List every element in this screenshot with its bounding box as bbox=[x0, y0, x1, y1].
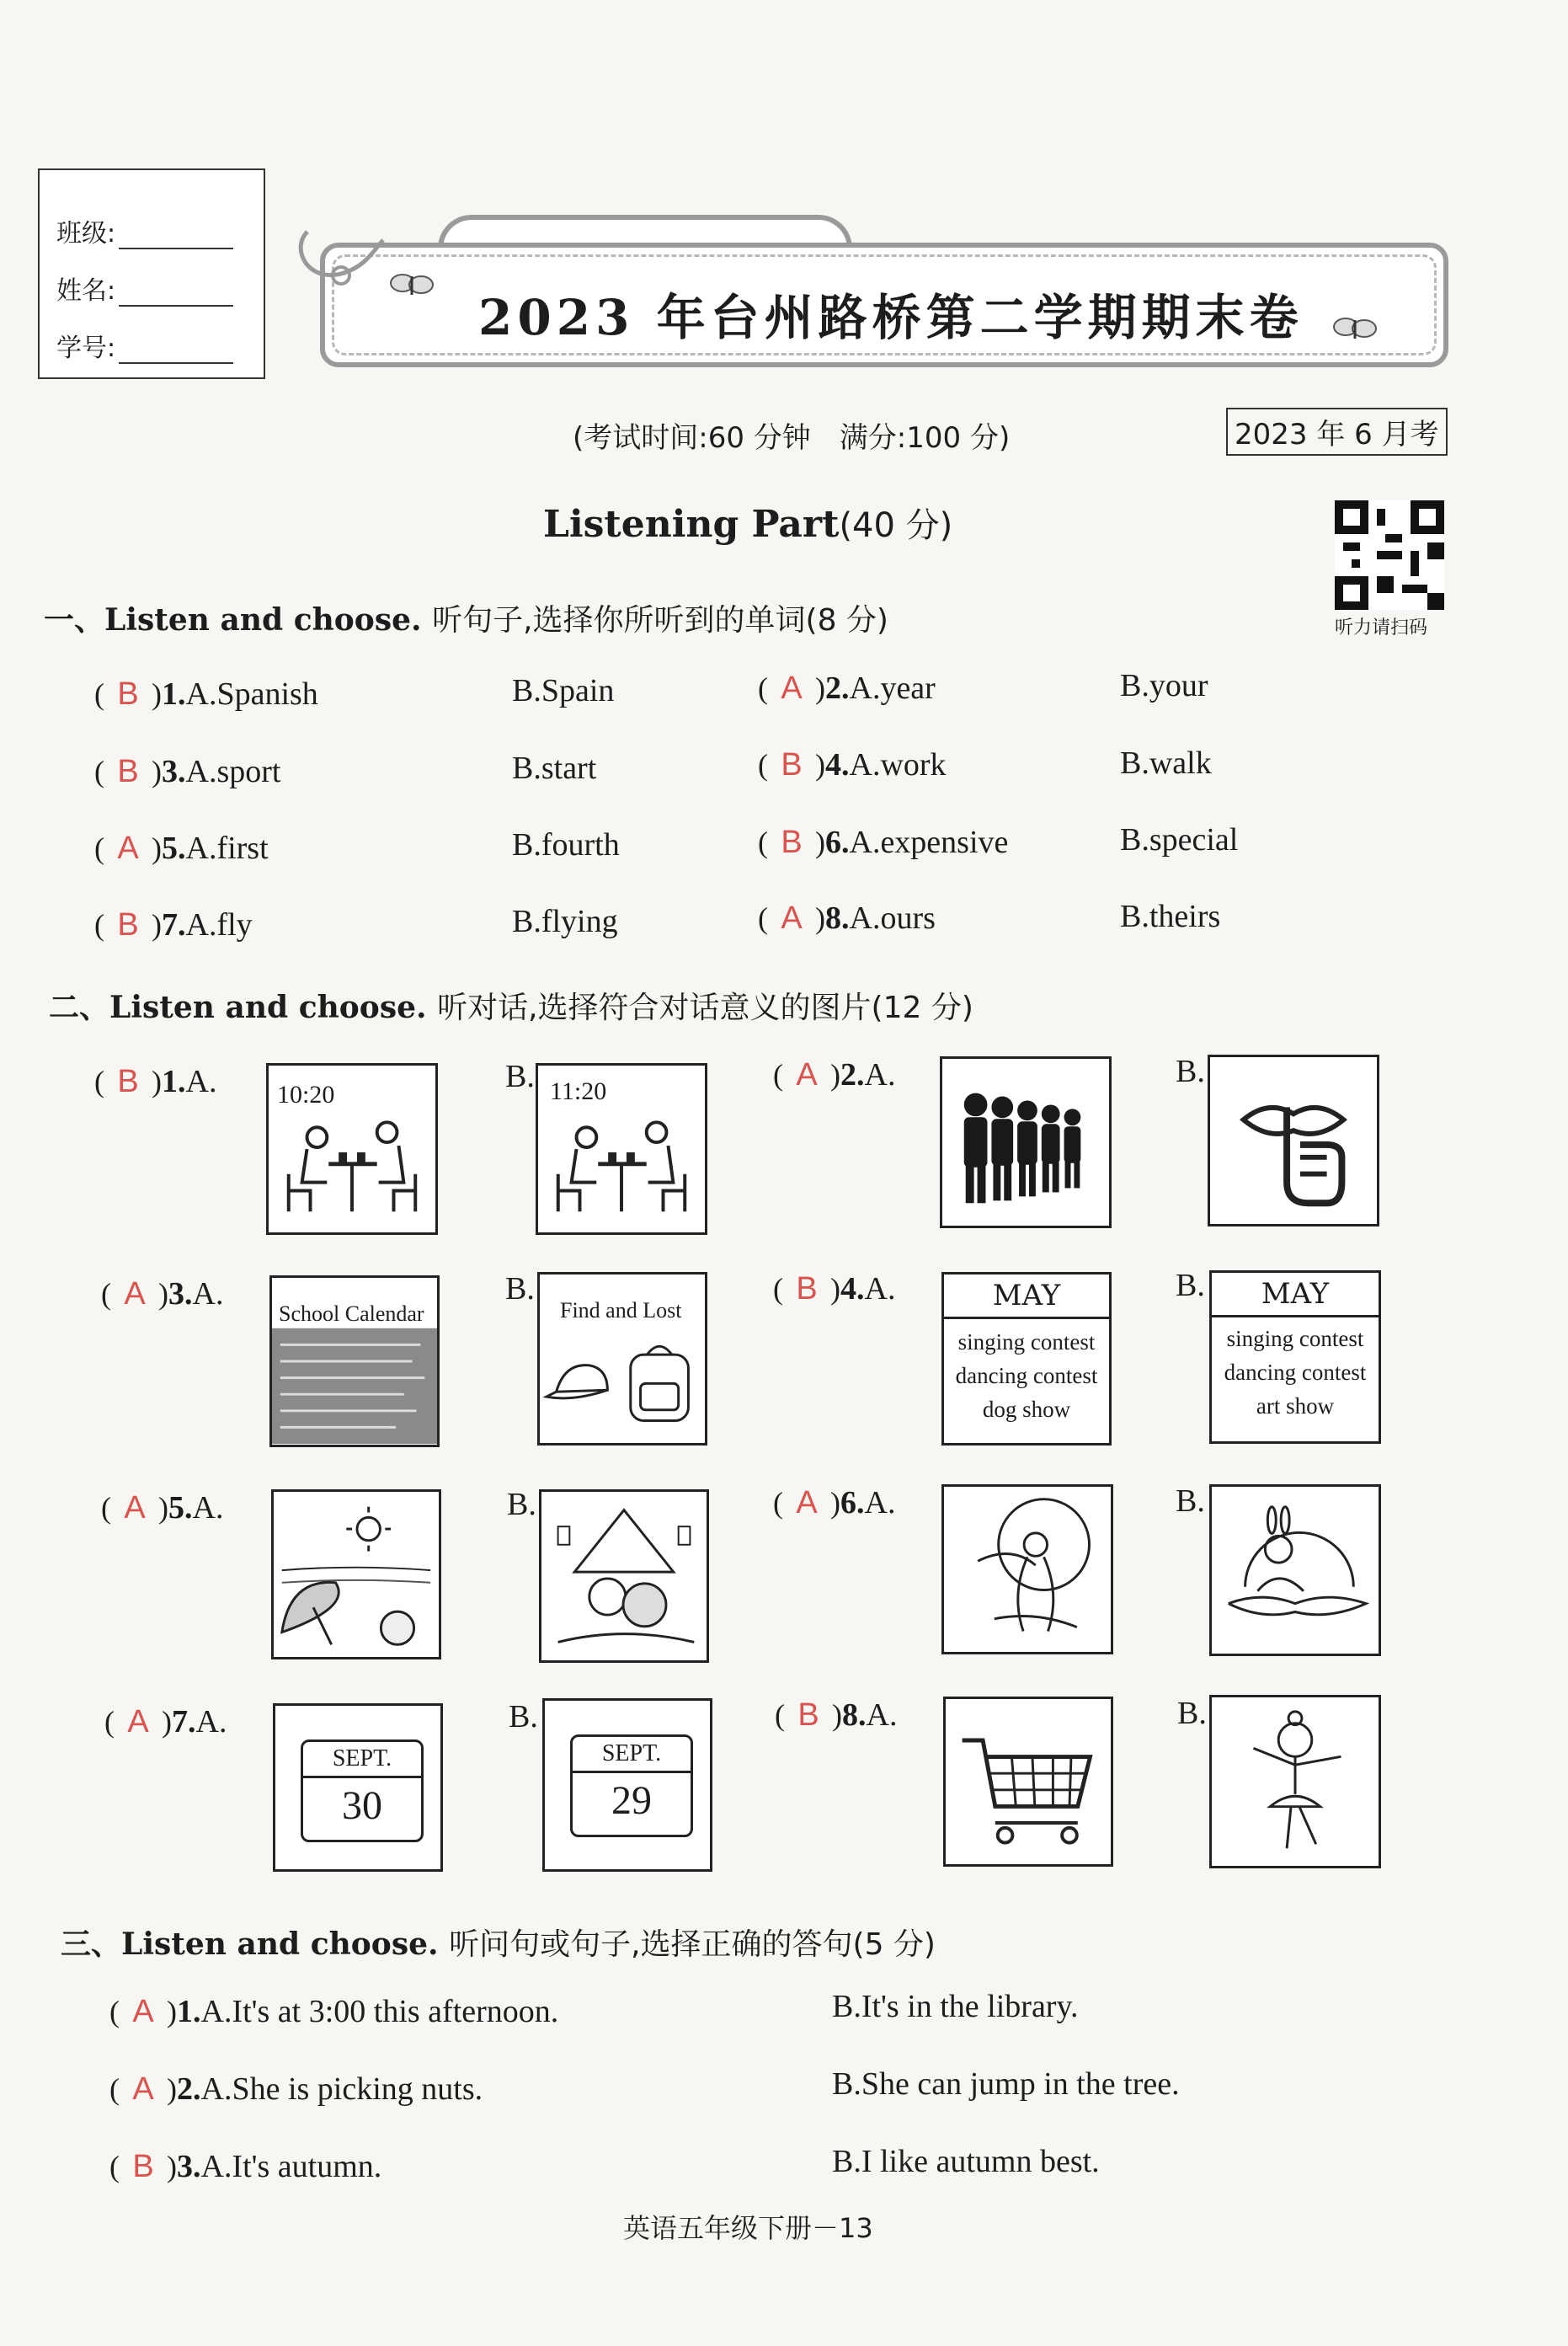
calendar-icon: SEPT. 29 bbox=[570, 1734, 693, 1837]
list-item: ( B )1.A.Spanish bbox=[94, 676, 318, 712]
people-queue-icon bbox=[942, 1059, 1109, 1226]
option-b-label: B. bbox=[505, 1271, 535, 1307]
part-title: Listening Part(40 分) bbox=[543, 503, 953, 546]
beach-umbrella-icon bbox=[274, 1492, 439, 1657]
page-footer: 英语五年级下册－13 bbox=[623, 2212, 873, 2244]
student-number-field[interactable]: 学号: bbox=[56, 327, 233, 364]
option-b[interactable]: B.flying bbox=[512, 904, 618, 939]
list-item: ( B )6.A.expensive bbox=[758, 825, 1009, 860]
option-b[interactable]: B.walk bbox=[1120, 745, 1212, 781]
name-field[interactable]: 姓名: bbox=[56, 270, 233, 307]
option-b-label: B. bbox=[1176, 1483, 1205, 1519]
list-item: ( A )7.A. bbox=[104, 1704, 227, 1739]
list-item: ( B )4.A. bbox=[773, 1271, 896, 1307]
section2-title: 二、Listen and choose. 听对话,选择符合对话意义的图片(12 分) bbox=[49, 990, 973, 1025]
list-item: ( B )4.A.work bbox=[758, 747, 947, 783]
picture-shopping-cart[interactable] bbox=[943, 1697, 1113, 1867]
list-item: ( A )8.A.ours bbox=[758, 900, 936, 936]
calendar-icon: SEPT. 30 bbox=[301, 1739, 424, 1842]
option-b-label: B. bbox=[507, 1487, 536, 1522]
option-b-label: B. bbox=[509, 1699, 538, 1734]
option-b-label: B. bbox=[505, 1059, 535, 1094]
tag-string-icon bbox=[291, 215, 392, 299]
picture-dancer[interactable] bbox=[1209, 1695, 1381, 1868]
option-b-label: B. bbox=[1176, 1054, 1205, 1089]
ballet-dancer-icon bbox=[1212, 1697, 1379, 1866]
section3-title: 三、Listen and choose. 听问句或句子,选择正确的答句(5 分) bbox=[61, 1926, 936, 1962]
option-b[interactable]: B.Spain bbox=[512, 673, 615, 708]
shh-quiet-icon bbox=[1210, 1057, 1377, 1224]
picture-moon-goddess[interactable] bbox=[941, 1484, 1113, 1654]
exam-title: 2023 年台州路桥第二学期期末卷 bbox=[478, 289, 1304, 346]
picture-sept-30[interactable] bbox=[273, 1703, 443, 1872]
butterfly-icon bbox=[1331, 312, 1381, 345]
list-item: ( B )8.A. bbox=[775, 1697, 898, 1733]
class-field[interactable]: 班级: bbox=[56, 212, 233, 249]
list-item: ( B )1.A. bbox=[94, 1064, 217, 1099]
list-item: ( B )7.A.fly bbox=[94, 907, 253, 943]
picture-time-1120[interactable]: 11:20 bbox=[536, 1063, 707, 1235]
picture-find-and-lost[interactable]: Find and Lost bbox=[537, 1272, 707, 1446]
list-item: ( B )3.A.sport bbox=[94, 754, 281, 789]
picture-keep-quiet[interactable] bbox=[1208, 1055, 1379, 1226]
shopping-cart-icon bbox=[946, 1699, 1111, 1864]
option-b[interactable]: B.theirs bbox=[1120, 899, 1221, 934]
picture-may-art-show[interactable]: MAY singing contest dancing contest art show bbox=[1209, 1270, 1381, 1444]
list-item: ( B )3.A.It's autumn. bbox=[109, 2149, 382, 2184]
list-item: ( A )2.A. bbox=[773, 1057, 896, 1093]
event-list: singing contest dancing contest dog show bbox=[955, 1329, 1098, 1422]
picture-school-calendar[interactable]: School Calendar bbox=[269, 1275, 440, 1447]
list-item: ( A )3.A. bbox=[101, 1276, 224, 1312]
picture-festival[interactable] bbox=[539, 1489, 709, 1663]
picture-time-1020[interactable]: 10:20 bbox=[266, 1063, 438, 1235]
lanterns-and-food-icon bbox=[541, 1492, 707, 1660]
picture-moon-rabbit[interactable] bbox=[1209, 1484, 1381, 1656]
qr-code-icon[interactable] bbox=[1335, 500, 1444, 610]
student-info-box bbox=[38, 168, 265, 379]
butterfly-icon bbox=[387, 268, 438, 302]
list-item: ( A )6.A. bbox=[773, 1485, 896, 1520]
option-b[interactable]: B.I like autumn best. bbox=[832, 2144, 1100, 2179]
picture-beach[interactable] bbox=[271, 1489, 441, 1659]
option-b[interactable]: B.She can jump in the tree. bbox=[832, 2066, 1180, 2102]
section1-title: 一、Listen and choose. 听句子,选择你所听到的单词(8 分) bbox=[44, 602, 888, 638]
option-b[interactable]: B.fourth bbox=[512, 827, 620, 863]
list-item: ( A )1.A.It's at 3:00 this afternoon. bbox=[109, 1994, 559, 2029]
moon-goddess-icon bbox=[944, 1487, 1111, 1652]
option-b[interactable]: B.start bbox=[512, 751, 597, 786]
option-b[interactable]: B.It's in the library. bbox=[832, 1989, 1079, 2024]
list-item: ( A )2.A.She is picking nuts. bbox=[109, 2071, 483, 2107]
list-item: ( A )2.A.year bbox=[758, 671, 936, 706]
picture-sept-29[interactable] bbox=[542, 1698, 712, 1872]
qr-caption: 听力请扫码 bbox=[1335, 617, 1428, 639]
event-list: singing contest dancing contest art show bbox=[1224, 1326, 1367, 1419]
picture-may-dog-show[interactable]: MAY singing contest dancing contest dog show bbox=[941, 1272, 1112, 1446]
picture-queue[interactable] bbox=[940, 1056, 1112, 1228]
exam-meta: (考试时间:60 分钟 满分:100 分) bbox=[573, 421, 1011, 455]
moon-rabbit-icon bbox=[1212, 1487, 1379, 1654]
option-b-label: B. bbox=[1176, 1268, 1205, 1303]
exam-date-badge: 2023 年 6 月考 bbox=[1226, 408, 1448, 456]
list-item: ( A )5.A.first bbox=[94, 831, 269, 866]
option-b[interactable]: B.your bbox=[1120, 668, 1208, 703]
option-b[interactable]: B.special bbox=[1120, 822, 1239, 858]
option-b-label: B. bbox=[1177, 1696, 1207, 1731]
list-item: ( A )5.A. bbox=[101, 1490, 224, 1526]
